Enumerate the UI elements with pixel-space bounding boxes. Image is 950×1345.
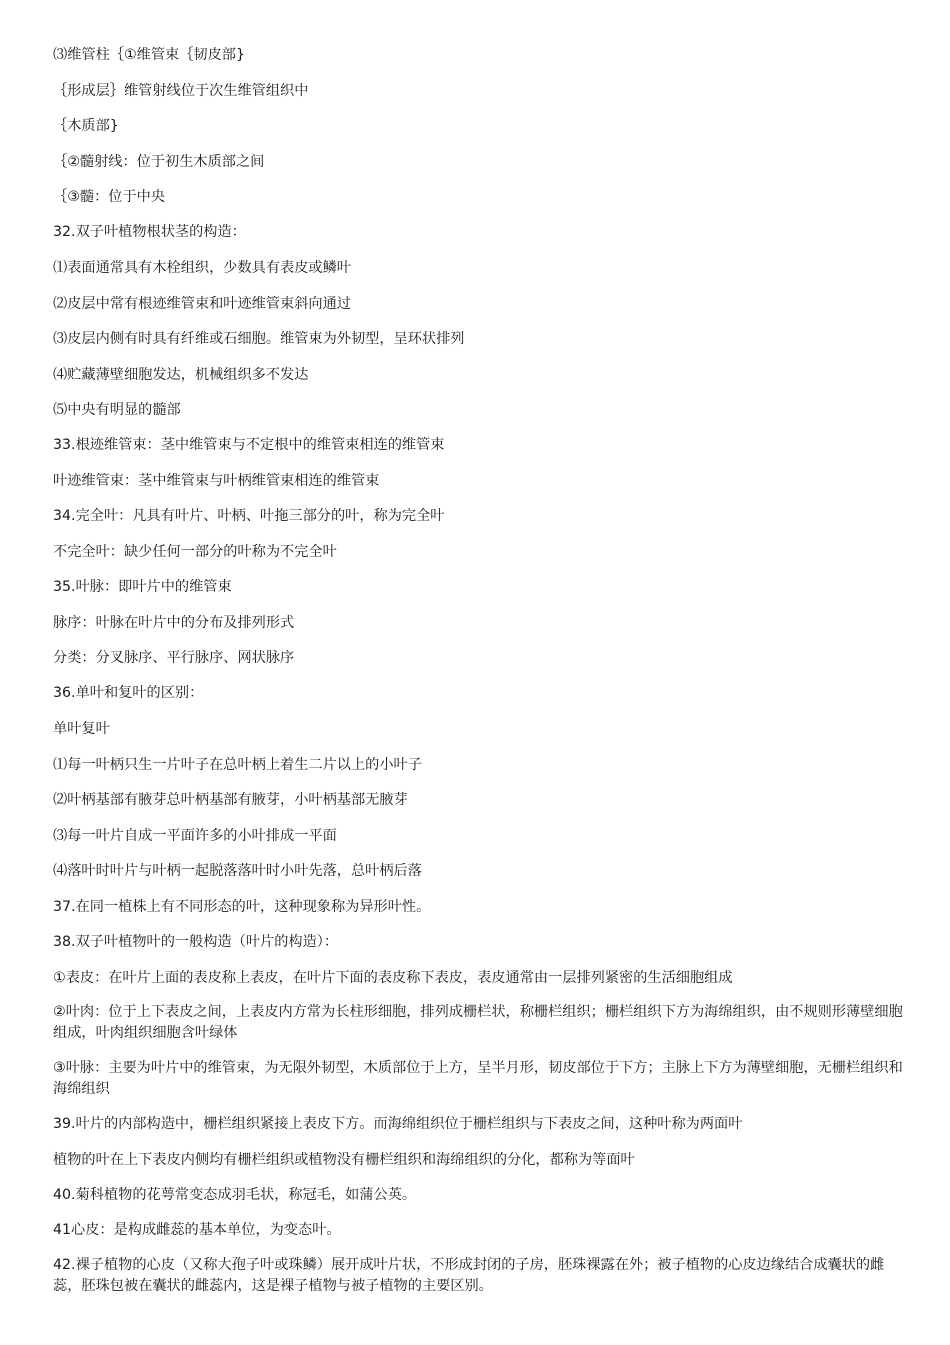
section-heading: 34.完全叶：凡具有叶片、叶柄、叶拖三部分的叶，称为完全叶 [53, 508, 445, 524]
section-heading: 33.根迹维管束：茎中维管束与不定根中的维管束相连的维管束 [53, 437, 445, 453]
section-heading: 36.单叶和复叶的区别： [53, 685, 204, 701]
text-paragraph: ②叶肉：位于上下表皮之间，上表皮内方常为长柱形细胞，排列成栅栏状，称栅栏组织；栅栏组织下方为海绵组织，由不规则形薄壁细胞组成，叶肉组织细胞含叶绿体 [53, 1004, 903, 1041]
text-line: 脉序：叶脉在叶片中的分布及排列形式 [53, 615, 295, 631]
text-line: ⑴每一叶柄只生一片叶子在总叶柄上着生二片以上的小叶子 [53, 757, 422, 773]
text-line: ①表皮：在叶片上面的表皮称上表皮，在叶片下面的表皮称下表皮，表皮通常由一层排列紧密的生活细胞组成 [53, 970, 733, 986]
section-heading: 37.在同一植株上有不同形态的叶，这种现象称为异形叶性。 [53, 899, 431, 915]
section-heading: 32.双子叶植物根状茎的构造： [53, 224, 246, 240]
text-line: ⑶每一叶片自成一平面许多的小叶排成一平面 [53, 828, 337, 844]
text-line: ⑸中央有明显的髓部 [53, 402, 181, 418]
section-heading: 41心皮：是构成雌蕊的基本单位，为变态叶。 [53, 1222, 341, 1238]
text-line: 单叶复叶 [53, 721, 110, 737]
text-line: 植物的叶在上下表皮内侧均有栅栏组织或植物没有栅栏组织和海绵组织的分化，都称为等面叶 [53, 1152, 635, 1168]
text-line: ｛形成层｝维管射线位于次生维管组织中 [53, 83, 309, 99]
text-line: ⑷贮藏薄壁细胞发达，机械组织多不发达 [53, 367, 309, 383]
text-line: ⑶皮层内侧有时具有纤维或石细胞。维管束为外韧型，呈环状排列 [53, 331, 465, 347]
text-line: ⑷落叶时叶片与叶柄一起脱落落叶时小叶先落，总叶柄后落 [53, 863, 422, 879]
text-line: ｛②髓射线：位于初生木质部之间 [53, 154, 265, 170]
text-line: ｛木质部} [53, 118, 119, 134]
text-line: ⑵皮层中常有根迹维管束和叶迹维管束斜向通过 [53, 296, 351, 312]
section-heading: 35.叶脉：即叶片中的维管束 [53, 579, 232, 595]
text-line: 叶迹维管束：茎中维管束与叶柄维管束相连的维管束 [53, 473, 380, 489]
text-line: 不完全叶：缺少任何一部分的叶称为不完全叶 [53, 544, 337, 560]
text-line: ｛③髓：位于中央 [53, 189, 166, 205]
text-line: ⑴表面通常具有木栓组织，少数具有表皮或鳞叶 [53, 260, 351, 276]
text-line: 分类：分叉脉序、平行脉序、网状脉序 [53, 650, 295, 666]
text-line: ⑵叶柄基部有腋芽总叶柄基部有腋芽，小叶柄基部无腋芽 [53, 792, 408, 808]
text-paragraph: 42.裸子植物的心皮（又称大孢子叶或珠鳞）展开成叶片状，不形成封闭的子房，胚珠裸露在外；被子植物的心皮边缘结合成囊状的雌蕊，胚珠包被在囊状的雌蕊内，这是裸子植物与被子植物的主要区别。 [53, 1257, 885, 1294]
section-heading: 38.双子叶植物叶的一般构造（叶片的构造）： [53, 934, 339, 950]
text-paragraph: ③叶脉：主要为叶片中的维管束，为无限外韧型，木质部位于上方，呈半月形，韧皮部位于下方；主脉上下方为薄壁细胞，无栅栏组织和海绵组织 [53, 1060, 903, 1097]
section-heading: 39.叶片的内部构造中，栅栏组织紧接上表皮下方。而海绵组织位于栅栏组织与下表皮之间，这种叶称为两面叶 [53, 1116, 743, 1132]
text-line: ⑶维管柱｛①维管束｛韧皮部} [53, 47, 245, 63]
section-heading: 40.菊科植物的花萼常变态成羽毛状，称冠毛，如蒲公英。 [53, 1187, 417, 1203]
